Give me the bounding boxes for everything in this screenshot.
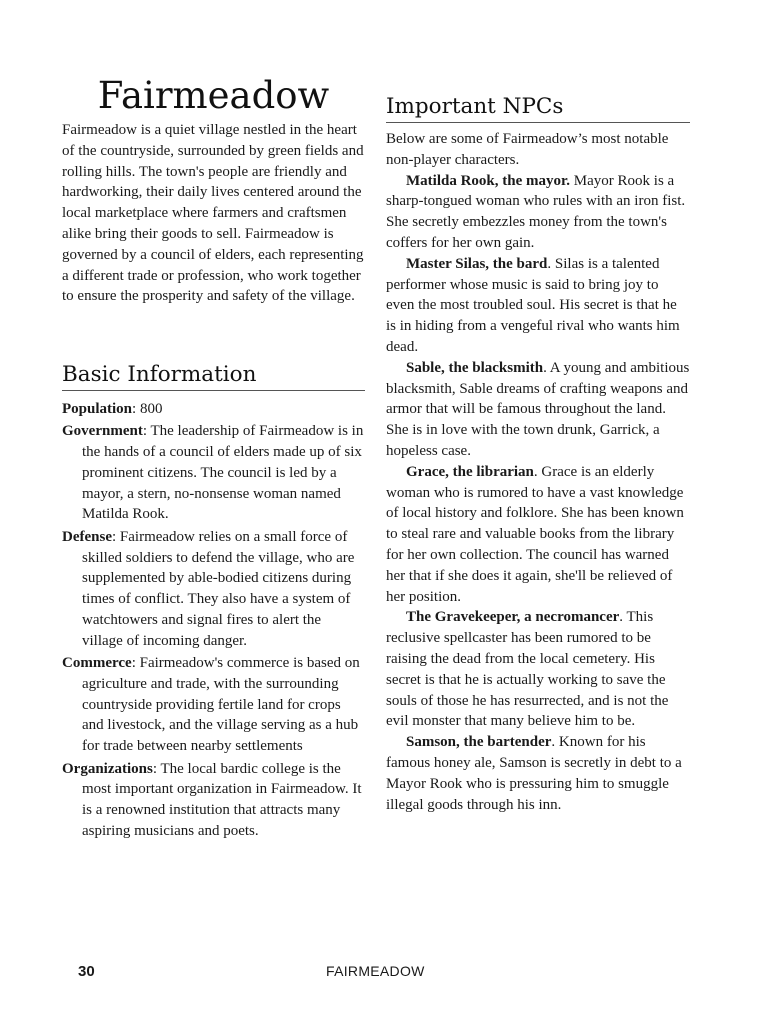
npc-description: . This reclusive spellcaster has been rumored to be raising the dead from the local cemetery. His secret is that he is actually working to save the souls of those he has resurrected, and is not the evil monster that many believe him to be. [386, 609, 669, 730]
npc-description: . Silas is a talented performer whose music is said to bring joy to even the most troubled soul. His secret is that he is in hiding from a vengeful rival who wants him dead. [386, 255, 680, 355]
npc-description: Mayor Rook is a sharp-tongued woman who rules with an iron fist. She secretly embezzles money from the town's coffers for her own gain. [386, 172, 686, 251]
basic-item-population [62, 399, 365, 420]
basic-item-term: Population [62, 401, 133, 417]
npc-entry-gravekeeper [386, 607, 690, 732]
basic-item-text: : 800 [132, 401, 163, 417]
npc-description: . Grace is an elderly woman who is rumored to have a vast knowledge of local history and folklore. She has been known to steal rare and valuable books from the library for her own collection. The council has warned her that if she does it again, she'll be relieved of her position. [386, 463, 684, 605]
npc-entry-master-silas [386, 254, 690, 358]
important-npcs-heading: Important NPCs [386, 94, 690, 123]
npc-name: Master Silas, the bard [406, 255, 548, 272]
basic-item-commerce [62, 653, 365, 757]
npc-description: . A young and ambitious blacksmith, Sable dreams of crafting weapons and armor that will be famous throughout the land. She is in love with the town drunk, Garrick, a hopeless case. [386, 359, 690, 459]
page-number: 30 [78, 963, 95, 980]
npc-name: Samson, the bartender [406, 734, 552, 751]
basic-item-text: : Fairmeadow's commerce is based on agriculture and trade, with the surrounding countryside providing fertile land for crops and livestock, and the village serving as a hub for trade between nearby settlements [82, 655, 360, 755]
page-title: Fairmeadow [97, 74, 330, 117]
npc-name: Sable, the blacksmith [406, 359, 544, 376]
basic-item-term: Organizations [62, 760, 153, 777]
npc-section [386, 129, 690, 815]
npc-entry-grace [386, 462, 690, 608]
npc-entry-sable [386, 358, 690, 462]
basic-item-defense [62, 527, 365, 652]
intro-paragraph: Fairmeadow is a quiet village nestled in the heart of the countryside, surrounded by green fields and rolling hills. The town's people are friendly and hardworking, their daily lives centered around the local marketplace where farmers and craftsmen alike bring their goods to sell. Fairmeadow is governed by a council of elders, each representing a different trade or profession, who work together to ensure the prosperity and safety of the village. [62, 122, 364, 305]
basic-item-term: Government [62, 423, 143, 440]
npc-entry-samson [386, 732, 690, 815]
npc-entry-matilda-rook [386, 171, 690, 254]
basic-item-text: : The local bardic college is the most important organization in Fairmeadow. It is a renowned institution that attracts many aspiring musicians and poets. [82, 760, 362, 839]
basic-information-list [62, 399, 365, 843]
npc-description: . Known for his famous honey ale, Samson is secretly in debt to a Mayor Rook who is pressuring him to smuggle illegal goods through his inn. [386, 734, 682, 813]
basic-item-term: Commerce [62, 655, 132, 672]
npc-intro: Below are some of Fairmeadow’s most notable non-player characters. [386, 131, 669, 168]
basic-item-term: Defense [62, 528, 112, 545]
basic-item-text: : The leadership of Fairmeadow is in the hands of a council of elders made up of six prominent citizens. The council is led by a mayor, a stern, no-nonsense woman named Matilda Rook. [82, 423, 364, 523]
basic-item-text: : Fairmeadow relies on a small force of skilled soldiers to defend the village, who are supplemented by able-bodied citizens during times of conflict. They also have a system of watchtowers and signal fires to alert the village of incoming danger. [82, 528, 355, 649]
npc-name: The Gravekeeper, a necromancer [406, 609, 620, 626]
basic-item-organizations [62, 759, 365, 842]
npc-name: Matilda Rook, the mayor. [406, 172, 571, 189]
basic-item-government [62, 421, 365, 525]
running-title: FAIRMEADOW [326, 963, 425, 979]
basic-information-heading: Basic Information [62, 362, 365, 391]
npc-name: Grace, the librarian [406, 463, 534, 480]
